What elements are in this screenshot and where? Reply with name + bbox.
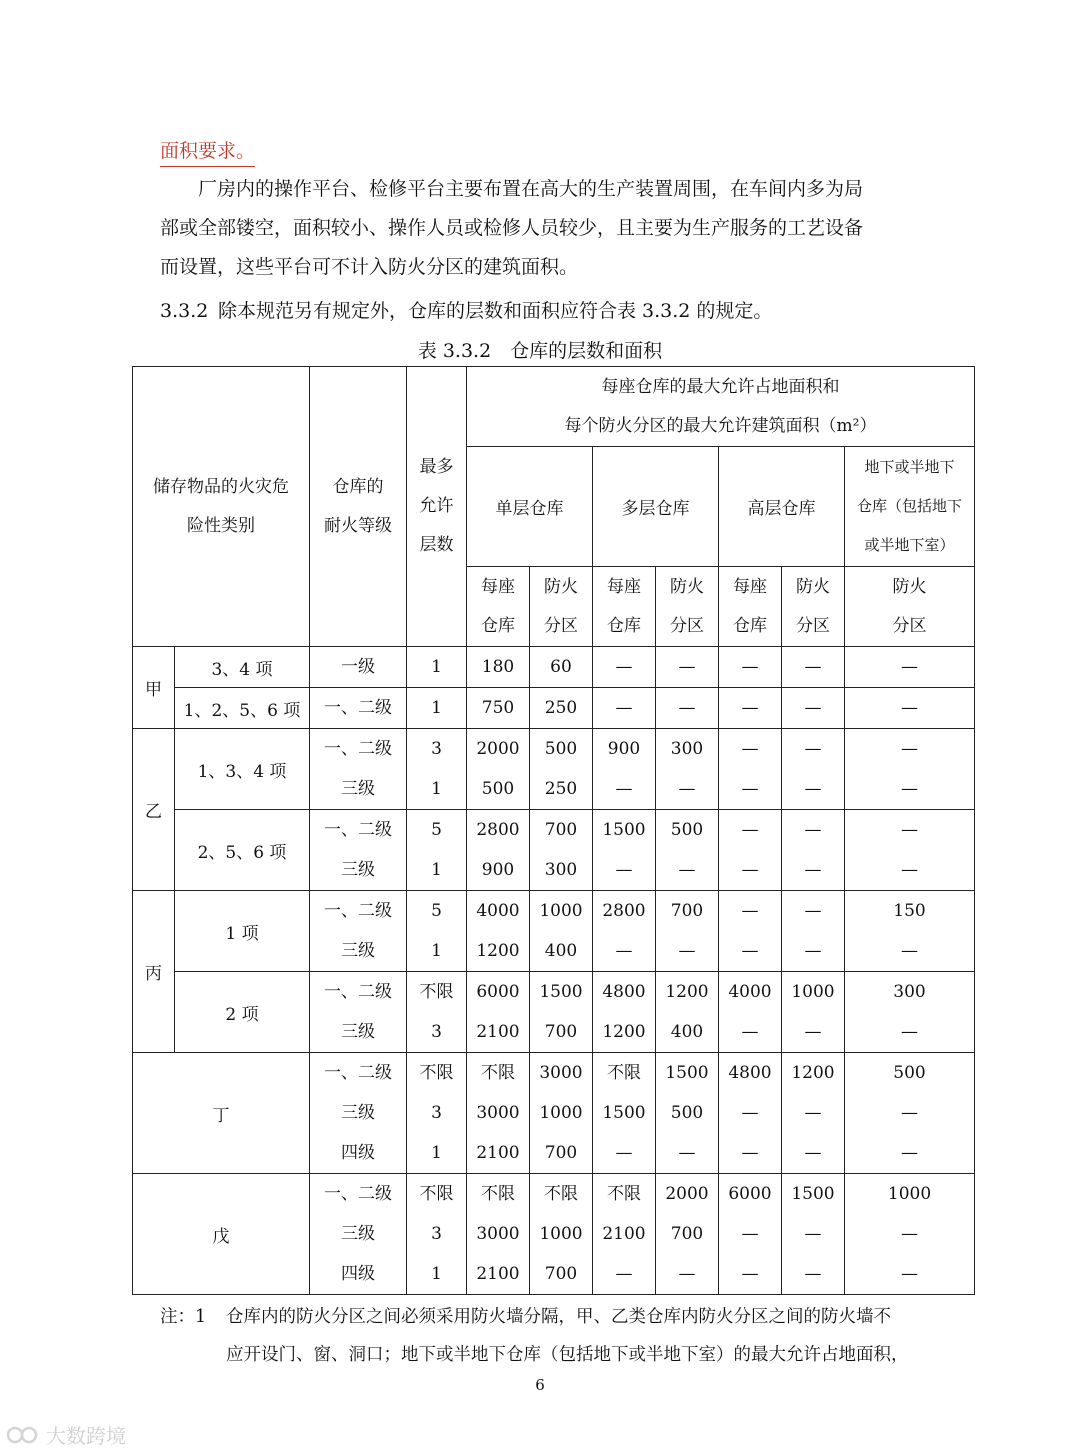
header-line: 仓库 (481, 615, 515, 636)
cell-value: — (804, 1264, 822, 1284)
cell-value: 1000 (539, 1224, 583, 1244)
cell-value: 700 (670, 901, 704, 921)
area-cell (656, 1053, 719, 1174)
max-floors-cell (407, 729, 467, 810)
max-floors-cell (407, 1174, 467, 1295)
area-cell (719, 972, 782, 1053)
cell-value: 150 (893, 901, 926, 921)
area-cell (719, 729, 782, 810)
item-label-cell: 3、4 项 (175, 647, 310, 688)
cell-value: 4000 (476, 901, 520, 921)
area-cell (782, 810, 845, 891)
header-line: 层数 (419, 535, 454, 555)
cell-value: 不限 (419, 1184, 454, 1204)
header-line: 分区 (796, 615, 830, 636)
cell-value: 四级 (341, 1264, 375, 1284)
clause-number: 3.3.2 (160, 300, 209, 322)
cell-value: — (804, 1143, 822, 1163)
cell-value: 500 (893, 1063, 926, 1083)
cell-value: 2100 (476, 1143, 520, 1163)
cell-value: — (678, 941, 696, 961)
cell-value: — (741, 698, 759, 718)
table-body (133, 367, 975, 1295)
header-line: 每座 (607, 576, 641, 597)
cell-value: — (901, 779, 918, 799)
area-cell (593, 972, 656, 1053)
max-floors-cell (407, 1053, 467, 1174)
table-row (133, 647, 975, 688)
cell-value: 5 (431, 901, 442, 921)
cell-value: 一、二级 (324, 739, 392, 759)
cell-value: 700 (544, 820, 578, 840)
cell-value: 三级 (341, 941, 375, 961)
cell-value: — (741, 1224, 759, 1244)
area-cell (782, 972, 845, 1053)
area-cell (530, 1053, 593, 1174)
fire-rating-cell (310, 891, 407, 972)
header-per-building (593, 567, 656, 647)
cell-value: 900 (481, 860, 515, 880)
cell-value: — (901, 1224, 918, 1244)
header-max-floors (407, 367, 467, 647)
cell-value: — (901, 860, 918, 880)
watermark-logo-icon (6, 1422, 40, 1448)
area-cell (656, 688, 719, 729)
cell-value: 1 (431, 860, 442, 880)
cell-value: 60 (550, 657, 572, 677)
header-line: 储存物品的火灾危 (153, 476, 289, 497)
cell-value: 1 (431, 1264, 442, 1284)
header-line: 地下或半地下 (864, 458, 955, 476)
cell-value: — (741, 1022, 759, 1042)
area-cell (593, 810, 656, 891)
cell-value: 1500 (665, 1063, 709, 1083)
cell-value: — (804, 779, 822, 799)
header-fire-zone (845, 567, 975, 647)
cell-value: — (615, 779, 633, 799)
area-cell (845, 891, 975, 972)
header-line: 每个防火分区的最大允许建筑面积（m²） (564, 415, 877, 436)
area-cell (467, 891, 530, 972)
cell-value: 900 (607, 739, 641, 759)
area-cell (656, 891, 719, 972)
cell-value: 700 (544, 1264, 578, 1284)
header-fire-zone (530, 567, 593, 647)
cell-value: 1200 (791, 1063, 835, 1083)
header-line: 防火 (544, 576, 578, 597)
max-floors-cell (407, 647, 467, 688)
cell-value: — (901, 941, 918, 961)
cell-value: 不限 (607, 1184, 641, 1204)
header-per-building (719, 567, 782, 647)
cell-value: 4800 (602, 982, 646, 1002)
cell-value: 1 (431, 657, 442, 677)
cell-value: — (678, 1264, 696, 1284)
explanation-paragraph (160, 170, 950, 287)
area-cell (530, 688, 593, 729)
item-label-cell: 2 项 (175, 972, 310, 1053)
cell-value: 一级 (341, 657, 375, 677)
cell-value: — (615, 941, 633, 961)
header-line: 防火 (796, 576, 830, 597)
cell-value: — (804, 941, 822, 961)
area-cell (845, 688, 975, 729)
cell-value: 400 (544, 941, 578, 961)
cell-value: 三级 (341, 1224, 375, 1244)
cell-value: 3000 (539, 1063, 583, 1083)
area-cell (467, 729, 530, 810)
top-red-text: 面积要求。 (160, 138, 255, 167)
cell-value: 三级 (341, 1022, 375, 1042)
header-hazard-class (133, 367, 310, 647)
cell-value: — (901, 1143, 918, 1163)
cell-value: 不限 (419, 1063, 454, 1083)
cell-value: — (678, 1143, 696, 1163)
area-cell (656, 1174, 719, 1295)
cell-value: — (804, 739, 822, 759)
cell-value: — (741, 779, 759, 799)
header-fire-zone (782, 567, 845, 647)
cell-value: — (901, 1264, 918, 1284)
cell-value: 2000 (476, 739, 520, 759)
max-floors-cell (407, 972, 467, 1053)
table-row (133, 1053, 975, 1174)
cell-value: 4000 (728, 982, 772, 1002)
cell-value: 6000 (728, 1184, 772, 1204)
header-fire-zone (656, 567, 719, 647)
cell-value: 1000 (791, 982, 835, 1002)
cell-value: 不限 (481, 1063, 515, 1083)
cell-value: — (741, 820, 759, 840)
cell-value: 1000 (887, 1184, 932, 1204)
table-row (133, 891, 975, 972)
cell-value: — (901, 657, 918, 677)
cell-value: — (615, 698, 633, 718)
header-line: 耐火等级 (324, 515, 392, 536)
cell-value: 3 (431, 739, 442, 759)
cell-value: — (741, 941, 759, 961)
header-line: 仓库 (607, 615, 641, 636)
cell-value: 250 (544, 779, 578, 799)
header-area-group (467, 367, 975, 447)
watermark (6, 1420, 126, 1449)
area-cell (467, 688, 530, 729)
cell-value: — (901, 1103, 918, 1123)
cell-value: — (615, 1143, 633, 1163)
area-cell (467, 972, 530, 1053)
header-multi-storey: 多层仓库 (593, 447, 719, 567)
cell-value: — (741, 860, 759, 880)
cell-value: 2800 (602, 901, 646, 921)
cell-value: 1 (431, 1143, 442, 1163)
cell-value: — (804, 1224, 822, 1244)
hazard-class-cell: 甲 (133, 647, 175, 729)
area-cell (719, 688, 782, 729)
cell-value: — (901, 1022, 918, 1042)
area-cell (593, 729, 656, 810)
cell-value: — (804, 657, 822, 677)
area-cell (530, 810, 593, 891)
item-label-cell: 1 项 (175, 891, 310, 972)
table-row (133, 729, 975, 810)
cell-value: 三级 (341, 1103, 375, 1123)
cell-value: — (615, 1264, 633, 1284)
cell-value: — (741, 901, 759, 921)
cell-value: 三级 (341, 860, 375, 880)
area-cell (782, 729, 845, 810)
cell-value: 2100 (476, 1022, 520, 1042)
watermark-text: 大数跨境 (46, 1424, 126, 1448)
cell-value: 一、二级 (324, 698, 392, 718)
header-line: 防火 (670, 576, 704, 597)
paragraph-line: 厂房内的操作平台、检修平台主要布置在高大的生产装置周围，在车间内多为局 (198, 178, 864, 200)
header-line: 险性类别 (187, 515, 255, 536)
table-row (133, 972, 975, 1053)
cell-value: 一、二级 (324, 1063, 392, 1083)
header-single-storey: 单层仓库 (467, 447, 593, 567)
cell-value: — (615, 657, 633, 677)
header-line: 防火 (892, 576, 927, 597)
area-cell (593, 1174, 656, 1295)
fire-rating-cell (310, 1053, 407, 1174)
cell-value: 1500 (602, 1103, 646, 1123)
paragraph-line: 而设置，这些平台可不计入防火分区的建筑面积。 (160, 256, 579, 278)
hazard-class-cell: 丙 (133, 891, 175, 1053)
cell-value: 3 (431, 1224, 442, 1244)
area-cell (467, 1053, 530, 1174)
table-row (133, 688, 975, 729)
cell-value: 3000 (476, 1103, 520, 1123)
cell-value: 6000 (476, 982, 520, 1002)
cell-value: 300 (544, 860, 578, 880)
note-prefix: 注：1 (160, 1307, 207, 1327)
area-cell (782, 1053, 845, 1174)
cell-value: — (804, 698, 822, 718)
clause-3-3-2 (160, 296, 772, 326)
fire-rating-cell (310, 972, 407, 1053)
area-cell (530, 647, 593, 688)
cell-value: — (615, 860, 633, 880)
cell-value: — (741, 1103, 759, 1123)
cell-value: — (741, 739, 759, 759)
cell-value: 三级 (341, 779, 375, 799)
cell-value: 1000 (539, 901, 583, 921)
header-line: 最多 (419, 457, 454, 477)
cell-value: 700 (544, 1143, 578, 1163)
cell-value: 500 (544, 739, 578, 759)
fire-rating-cell (310, 810, 407, 891)
cell-value: 1500 (539, 982, 583, 1002)
cell-value: 不限 (607, 1063, 641, 1083)
table-notes (160, 1298, 960, 1374)
max-floors-cell (407, 810, 467, 891)
cell-value: 一、二级 (324, 982, 392, 1002)
cell-value: 四级 (341, 1143, 375, 1163)
cell-value: 2100 (476, 1264, 520, 1284)
cell-value: 5 (431, 820, 442, 840)
area-cell (530, 891, 593, 972)
cell-value: 2800 (476, 820, 520, 840)
cell-value: — (678, 657, 696, 677)
cell-value: 2100 (602, 1224, 646, 1244)
cell-value: 1200 (476, 941, 520, 961)
cell-value: 1500 (791, 1184, 835, 1204)
cell-value: 1 (431, 779, 442, 799)
area-cell (719, 1053, 782, 1174)
cell-value: — (901, 820, 918, 840)
cell-value: 一、二级 (324, 1184, 392, 1204)
area-cell (656, 810, 719, 891)
area-cell (593, 891, 656, 972)
cell-value: — (901, 739, 918, 759)
area-cell (467, 647, 530, 688)
hazard-class-cell: 乙 (133, 729, 175, 891)
header-line: 每座仓库的最大允许占地面积和 (601, 376, 840, 397)
cell-value: 700 (670, 1224, 704, 1244)
paragraph-line: 部或全部镂空，面积较小、操作人员或检修人员较少，且主要为生产服务的工艺设备 (160, 217, 864, 239)
header-per-building (467, 567, 530, 647)
item-label-cell: 1、3、4 项 (175, 729, 310, 810)
area-cell (719, 891, 782, 972)
cell-value: — (678, 698, 696, 718)
header-line: 允许 (419, 496, 454, 516)
header-line: 分区 (892, 615, 927, 636)
cell-value: 不限 (544, 1184, 578, 1204)
note-line: 仓库内的防火分区之间必须采用防火墙分隔，甲、乙类仓库内防火分区之间的防火墙不 (226, 1307, 891, 1327)
header-line: 每座 (733, 576, 767, 597)
area-cell (530, 729, 593, 810)
cell-value: 不限 (419, 982, 454, 1002)
cell-value: 3 (431, 1103, 442, 1123)
cell-value: — (804, 1022, 822, 1042)
area-cell (719, 810, 782, 891)
area-cell (782, 688, 845, 729)
cell-value: — (804, 901, 822, 921)
area-cell (593, 647, 656, 688)
area-cell (656, 729, 719, 810)
cell-value: — (741, 657, 759, 677)
cell-value: 400 (670, 1022, 704, 1042)
warehouse-area-table (132, 366, 975, 1295)
header-line: 分区 (544, 615, 578, 636)
area-cell (845, 1053, 975, 1174)
max-floors-cell (407, 891, 467, 972)
clause-text: 除本规范另有规定外，仓库的层数和面积应符合表 3.3.2 的规定。 (218, 300, 773, 322)
table-row (133, 1174, 975, 1295)
page-number: 6 (535, 1376, 545, 1394)
cell-value: — (804, 820, 822, 840)
cell-value: — (901, 698, 918, 718)
cell-value: 700 (544, 1022, 578, 1042)
item-label-cell: 1、2、5、6 项 (175, 688, 310, 729)
cell-value: 1 (431, 941, 442, 961)
max-floors-cell (407, 688, 467, 729)
fire-rating-cell (310, 688, 407, 729)
area-cell (656, 647, 719, 688)
table-row (133, 810, 975, 891)
cell-value: 3 (431, 1022, 442, 1042)
table-title: 表 3.3.2 仓库的层数和面积 (417, 340, 663, 362)
cell-value: — (741, 1264, 759, 1284)
hazard-class-cell: 丁 (133, 1053, 310, 1174)
header-fire-rating (310, 367, 407, 647)
header-line: 仓库的 (332, 476, 384, 497)
cell-value: 500 (670, 820, 704, 840)
cell-value: 180 (481, 657, 515, 677)
header-line: 仓库（包括地下 (857, 497, 963, 515)
cell-value: 300 (670, 739, 704, 759)
fire-rating-cell (310, 729, 407, 810)
area-cell (593, 1053, 656, 1174)
area-cell (845, 1174, 975, 1295)
area-cell (719, 1174, 782, 1295)
cell-value: 3000 (476, 1224, 520, 1244)
cell-value: 500 (670, 1103, 704, 1123)
area-cell (845, 647, 975, 688)
area-cell (530, 972, 593, 1053)
cell-value: 750 (481, 698, 515, 718)
cell-value: 1000 (539, 1103, 583, 1123)
header-line: 每座 (481, 576, 515, 597)
cell-value: — (804, 860, 822, 880)
header-high-rise: 高层仓库 (719, 447, 845, 567)
cell-value: — (678, 860, 696, 880)
header-line: 或半地下室） (864, 536, 955, 554)
cell-value: 300 (893, 982, 926, 1002)
area-cell (593, 688, 656, 729)
cell-value: 2000 (665, 1184, 709, 1204)
cell-value: 4800 (728, 1063, 772, 1083)
fire-rating-cell (310, 647, 407, 688)
cell-value: 1 (431, 698, 442, 718)
cell-value: 1500 (602, 820, 646, 840)
cell-value: 500 (481, 779, 515, 799)
hazard-class-cell: 戊 (133, 1174, 310, 1295)
cell-value: 一、二级 (324, 820, 392, 840)
note-line: 应开设门、窗、洞口；地下或半地下仓库（包括地下或半地下室）的最大允许占地面积， (226, 1345, 909, 1365)
area-cell (719, 647, 782, 688)
area-cell (845, 972, 975, 1053)
cell-value: — (804, 1103, 822, 1123)
area-cell (782, 891, 845, 972)
cell-value: 一、二级 (324, 901, 392, 921)
cell-value: 不限 (481, 1184, 515, 1204)
area-cell (845, 810, 975, 891)
area-cell (845, 729, 975, 810)
header-underground (845, 447, 975, 567)
item-label-cell: 2、5、6 项 (175, 810, 310, 891)
fire-rating-cell (310, 1174, 407, 1295)
cell-value: 250 (544, 698, 578, 718)
cell-value: 1200 (665, 982, 709, 1002)
area-cell (782, 1174, 845, 1295)
cell-value: — (678, 779, 696, 799)
area-cell (782, 647, 845, 688)
header-line: 仓库 (733, 615, 767, 636)
area-cell (530, 1174, 593, 1295)
area-cell (467, 1174, 530, 1295)
area-cell (467, 810, 530, 891)
cell-value: 1200 (602, 1022, 646, 1042)
header-line: 分区 (670, 615, 704, 636)
cell-value: — (741, 1143, 759, 1163)
area-cell (656, 972, 719, 1053)
